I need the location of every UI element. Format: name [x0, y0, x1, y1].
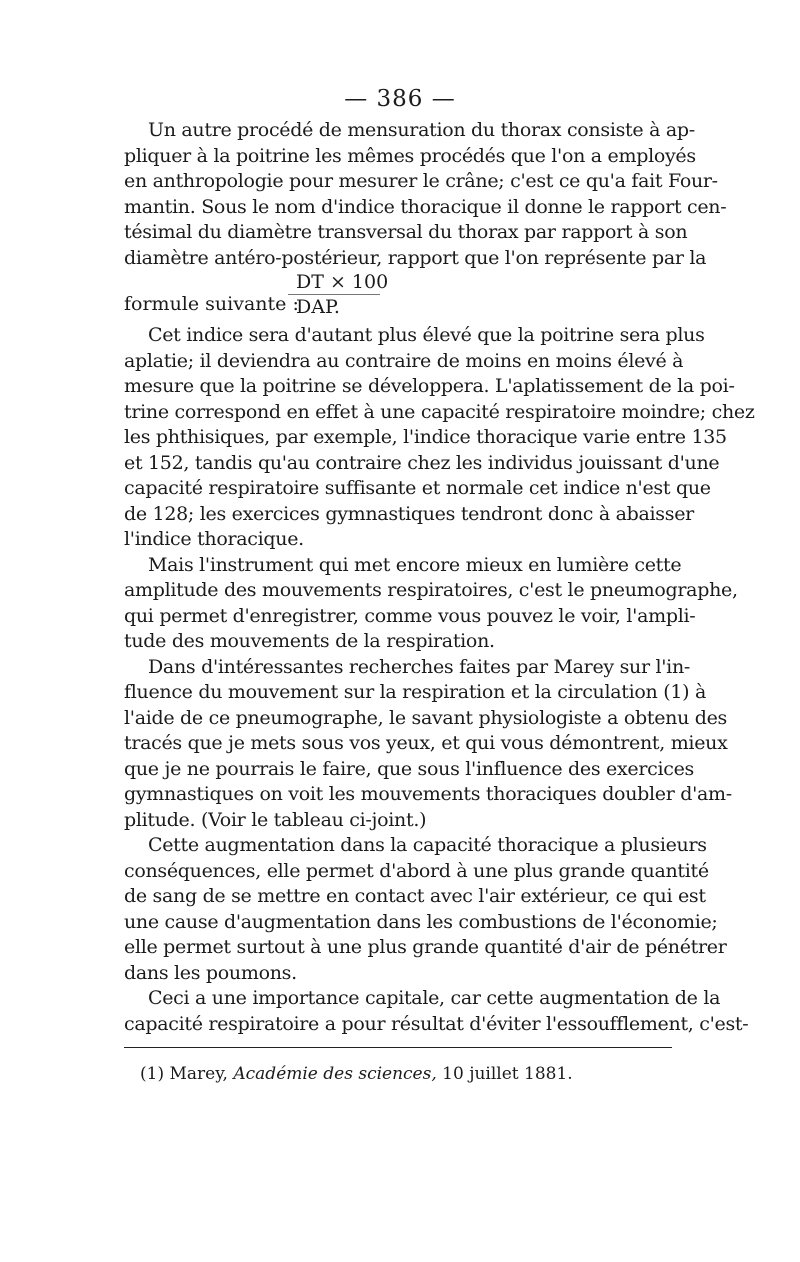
text-line: amplitude des mouvements respiratoires, c'est le pneumographe,: [124, 579, 738, 601]
text-line: de 128; les exercices gymnastiques tendront donc à abaisser: [124, 502, 694, 525]
text-line: tésimal du diamètre transversal du thorax par rapport à son: [124, 221, 688, 243]
text-line: pliquer à la poitrine les mêmes procédés que l'on a employés: [124, 144, 696, 167]
footnote: [140, 1064, 660, 1084]
text-line: de sang de se mettre en contact avec l'air extérieur, ce qui est: [124, 885, 706, 907]
text-line: Cet indice sera d'autant plus élevé que la poitrine sera plus: [148, 324, 705, 346]
text-line: Un autre procédé de mensuration du thorax consiste à ap-: [148, 119, 695, 141]
text-line: Ceci a une importance capitale, car cette augmentation de la: [148, 987, 721, 1009]
text-line: plitude. (Voir le tableau ci-joint.): [124, 808, 427, 831]
text-line: qui permet d'enregistrer, comme vous pouvez le voir, l'ampli-: [124, 604, 696, 627]
text-line: diamètre antéro-postérieur, rapport que l'on représente par la: [124, 246, 707, 269]
footnote-date: 10 juillet 1881.: [442, 1064, 573, 1084]
text-line: fluence du mouvement sur la respiration et la circulation (1) à: [124, 681, 706, 703]
text-line: les phthisiques, par exemple, l'indice thoracique varie entre 135: [124, 426, 727, 448]
text-line: tude des mouvements de la respiration.: [124, 630, 495, 652]
formula-numerator: DT × 100: [296, 271, 389, 293]
text-line: l'aide de ce pneumographe, le savant physiologiste a obtenu des: [124, 706, 728, 729]
text-line: tracés que je mets sous vos yeux, et qui vous démontrent, mieux: [124, 732, 728, 754]
formula-label: formule suivante :: [124, 293, 299, 315]
formula: [124, 271, 672, 323]
text-line: aplatie; il deviendra au contraire de moins en moins élevé à: [124, 349, 684, 372]
text-line: une cause d'augmentation dans les combustions de l'économie;: [124, 910, 718, 933]
text-line: capacité respiratoire a pour résultat d'éviter l'essoufflement, c'est-: [124, 1012, 749, 1035]
text-line: mesure que la poitrine se développera. L'aplatissement de la poi-: [124, 375, 735, 397]
fraction-bar: [288, 294, 380, 295]
page-number: — 386 —: [344, 86, 456, 112]
footnote-source: Académie des sciences,: [233, 1064, 437, 1084]
text-line: Cette augmentation dans la capacité thoracique a plusieurs: [148, 834, 707, 856]
text-line: elle permet surtout à une plus grande quantité d'air de pénétrer: [124, 936, 727, 958]
footnote-rule: [124, 1047, 672, 1048]
page-body: [124, 118, 755, 1037]
text-line: Dans d'intéressantes recherches faites par Marey sur l'in-: [148, 655, 691, 678]
text-line: gymnastiques on voit les mouvements thoraciques doubler d'am-: [124, 783, 732, 805]
text-line: mantin. Sous le nom d'indice thoracique il donne le rapport cen-: [124, 195, 727, 218]
formula-denominator: DAP.: [296, 296, 340, 318]
text-line: et 152, tandis qu'au contraire chez les individus jouissant d'une: [124, 451, 720, 474]
text-line: que je ne pourrais le faire, que sous l'influence des exercices: [124, 757, 694, 780]
text-line: conséquences, elle permet d'abord à une plus grande quantité: [124, 859, 709, 882]
text-line: en anthropologie pour mesurer le crâne; c'est ce qu'a fait Four-: [124, 170, 718, 192]
text-line: capacité respiratoire suffisante et normale cet indice n'est que: [124, 477, 711, 499]
text-line: trine correspond en effet à une capacité respiratoire moindre; chez: [124, 400, 755, 423]
text-line: l'indice thoracique.: [124, 528, 304, 550]
text-line: dans les poumons.: [124, 961, 297, 984]
text-line: Mais l'instrument qui met encore mieux en lumière cette: [148, 553, 682, 576]
footnote-author: (1) Marey,: [140, 1064, 228, 1084]
